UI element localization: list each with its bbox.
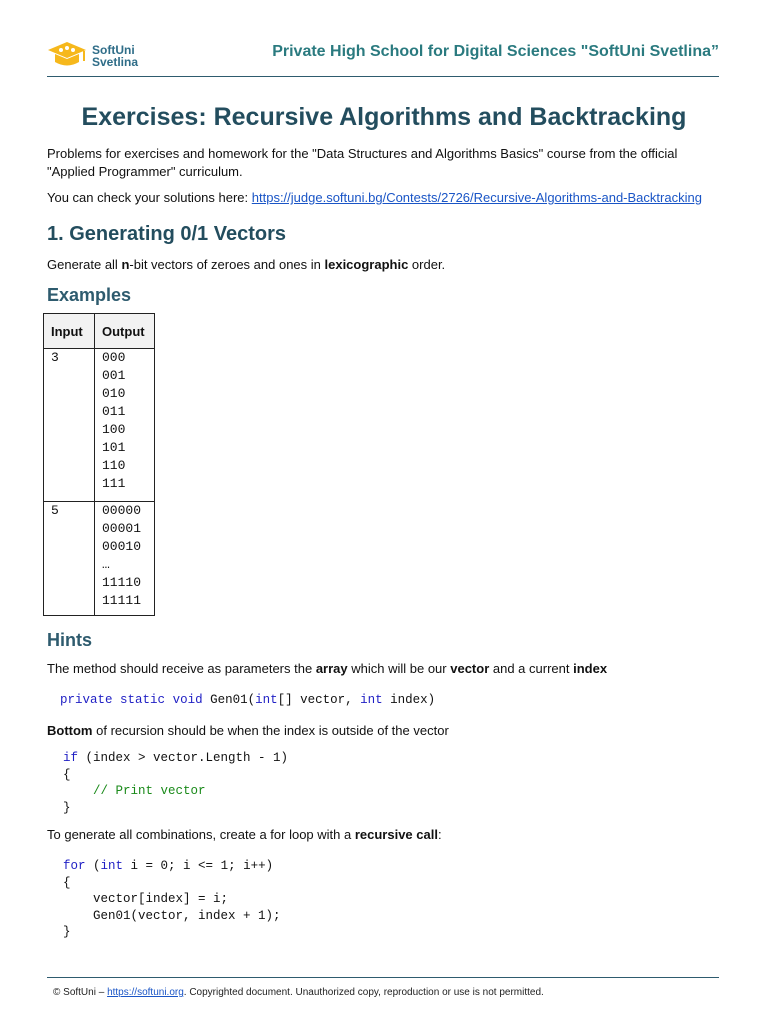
code-text: { xyxy=(63,767,71,782)
hint-text: and a current xyxy=(489,661,574,676)
output-line: 011 xyxy=(102,404,126,419)
judge-paragraph xyxy=(47,189,727,207)
code-text: (index > vector.Length - 1) xyxy=(78,751,289,765)
judge-prefix: You can check your solutions here: xyxy=(47,190,252,205)
code-keyword: for xyxy=(63,859,86,873)
hint-bold-array: array xyxy=(315,661,348,676)
code-text: Gen01( xyxy=(202,693,256,707)
code-keyword: private xyxy=(60,693,113,707)
output-line: 00000 xyxy=(102,503,142,518)
hint-text: which will be our xyxy=(347,661,451,676)
logo-line-2: Svetlina xyxy=(92,55,139,69)
intro-line-1: Problems for exercises and homework for the "Data Structures and Algorithms Basics" course from the official xyxy=(47,146,678,161)
code-block-bottom xyxy=(63,750,288,816)
intro-line-2: "Applied Programmer" curriculum. xyxy=(47,164,243,179)
column-header-output: Output xyxy=(95,314,155,349)
hint-text: The method should receive as parameters the xyxy=(47,661,316,676)
code-keyword: int xyxy=(255,693,278,707)
section-1-heading: 1. Generating 0/1 Vectors xyxy=(47,223,286,245)
page-footer xyxy=(53,987,544,998)
intro-paragraph xyxy=(47,145,727,181)
page-title: Exercises: Recursive Algorithms and Backtracking xyxy=(81,103,687,131)
code-text: ( xyxy=(85,859,101,873)
output-line: 111 xyxy=(102,476,126,491)
output-line: 11111 xyxy=(102,593,142,608)
output-line: 001 xyxy=(102,368,126,383)
school-name: Private High School for Digital Sciences "SoftUni Svetlina” xyxy=(272,43,719,60)
desc-text: -bit vectors of zeroes and ones in xyxy=(129,257,325,272)
code-text: } xyxy=(63,925,71,939)
desc-text: Generate all xyxy=(47,257,122,272)
code-keyword: if xyxy=(63,751,79,765)
output-line: 00001 xyxy=(102,521,142,536)
hint-bold-index: index xyxy=(573,661,608,676)
footer-text: © SoftUni – xyxy=(53,987,108,998)
output-line: 101 xyxy=(102,440,126,455)
footer-text: . Copyrighted document. Unauthorized copy, reproduction or use is not permitted. xyxy=(183,987,544,998)
code-block-for-loop xyxy=(63,858,281,941)
page-header xyxy=(47,36,719,77)
graduation-cap-icon xyxy=(47,39,87,73)
hint-text: To generate all combinations, create a for loop with a xyxy=(47,827,355,842)
output-line: 11110 xyxy=(102,575,142,590)
output-cell xyxy=(95,502,155,616)
output-line: 000 xyxy=(102,350,126,365)
hint-1 xyxy=(47,660,727,678)
column-header-input: Input xyxy=(44,314,95,349)
softuni-svetlina-logo xyxy=(47,39,138,73)
table-row xyxy=(44,349,155,502)
code-text: vector[index] = i; xyxy=(63,892,229,906)
output-line: … xyxy=(102,557,110,572)
desc-bold-n: n xyxy=(121,257,130,272)
hint-2 xyxy=(47,722,727,740)
code-keyword: void xyxy=(172,693,203,707)
footer-link[interactable]: https://softuni.org xyxy=(107,987,184,998)
hint-bold-vector: vector xyxy=(450,661,490,676)
code-keyword: int xyxy=(360,693,383,707)
hint-3 xyxy=(47,826,727,844)
code-comment: // Print vector xyxy=(63,784,206,798)
hints-heading: Hints xyxy=(47,630,92,650)
examples-heading: Examples xyxy=(47,285,132,305)
hint-bold-recursive-call: recursive call xyxy=(354,827,438,842)
output-cell xyxy=(95,349,155,502)
logo-line-1: SoftUni xyxy=(92,43,135,57)
output-line: 010 xyxy=(102,386,126,401)
desc-text: order. xyxy=(408,257,446,272)
code-keyword: int xyxy=(100,859,124,873)
code-text: Gen01(vector, index + 1); xyxy=(63,908,281,923)
logo-text xyxy=(92,44,138,68)
judge-link[interactable]: https://judge.softuni.bg/Contests/2726/Recursive-Algorithms-and-Backtracking xyxy=(251,190,702,205)
input-cell: 3 xyxy=(44,349,95,502)
table-header-row xyxy=(44,314,155,349)
output-line: 100 xyxy=(102,422,126,437)
code-text: index) xyxy=(382,693,436,707)
table-row xyxy=(44,502,155,616)
hint-text: : xyxy=(437,827,442,842)
code-block-method-signature xyxy=(60,692,435,709)
code-keyword: static xyxy=(120,693,166,707)
input-cell: 5 xyxy=(44,502,95,616)
hint-text: of recursion should be when the index is outside of the vector xyxy=(92,723,449,738)
output-line: 00010 xyxy=(102,539,142,554)
footer-divider xyxy=(47,977,719,978)
section-1-description xyxy=(47,256,727,274)
hint-bold-bottom: Bottom xyxy=(47,723,93,738)
examples-table xyxy=(43,313,155,616)
code-text: { xyxy=(63,875,71,890)
desc-bold-lexicographic: lexicographic xyxy=(324,257,409,272)
code-text: [] vector, xyxy=(277,693,361,707)
output-line: 110 xyxy=(102,458,126,473)
code-text: } xyxy=(63,800,71,815)
code-text: i = 0; i <= 1; i++) xyxy=(123,859,274,873)
